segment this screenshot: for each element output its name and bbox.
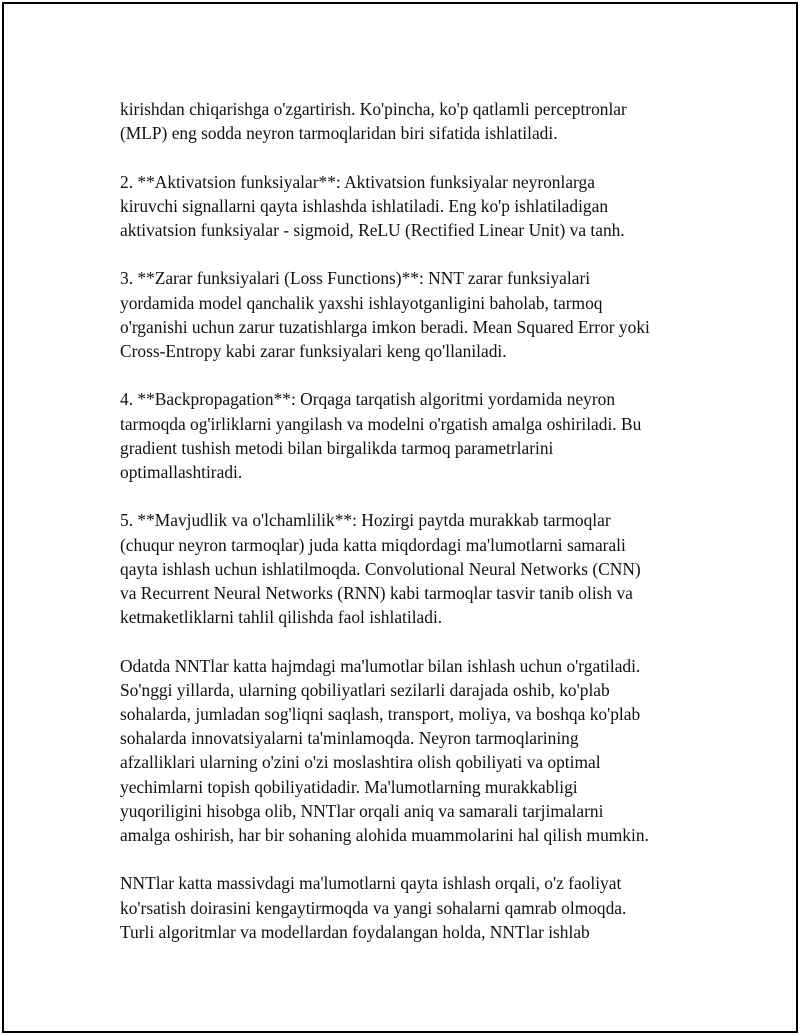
paragraph-mlp-intro: kirishdan chiqarishga o'zgartirish. Ko'pincha, ko'p qatlamli perceptronlar (MLP) eng sodda neyron tarmoqlaridan biri sifatida ishlatiladi.: [120, 99, 627, 144]
paragraph-backpropagation: 4. **Backpropagation**: Orqaga tarqatish algoritmi yordamida neyron tarmoqda og'irliklarni yangilash va modelni o'rgatish amalga oshiriladi. Bu gradient tushish metodi bilan birgalikda tarmoq parametrlarini optimallashtiradi.: [120, 389, 642, 482]
paragraph-loss-functions: 3. **Zarar funksiyalari (Loss Functions)**: NNT zarar funksiyalari yordamida model qanchalik yaxshi ishlayotganligini baholab, tarmoq o'rganishi uchun zarur tuzatishlarga imkon beradi. Mean Squared Error yoki Cross-Entropy kabi zarar funksiyalari keng qo'llaniladi.: [120, 268, 650, 361]
paragraph-activation-functions: 2. **Aktivatsion funksiyalar**: Aktivatsion funksiyalar neyronlarga kiruvchi signallarni qayta ishlashda ishlatiladi. Eng ko'p ishlatiladigan aktivatsion funksiyalar - sigmoid, ReLU (Rectified Linear Unit) va tanh.: [120, 171, 625, 240]
paragraph-applications: Odatda NNTlar katta hajmdagi ma'lumotlar bilan ishlash uchun o'rgatiladi. So'nggi yillarda, ularning qobiliyatlari sezilarli darajada oshib, ko'plab sohalarda, jumladan sog'liqni saqlash, transport, moliya, va boshqa ko'plab sohalarda innovatsiyalarni ta'minlamoqda. Neyron tarmoqlarining afzalliklari ularning o'zini o'zi moslashtira olish qobiliyati va optimal yechimlarni topish qobiliyatidadir. Ma'lumotlarning murakkabligi yuqoriligini hisobga olib, NNTlar orqali aniq va samarali tarjimalarni amalga oshirish, har bir sohaning alohida muammolarini hal qilish mumkin.: [120, 655, 649, 846]
paragraph-scalability: 5. **Mavjudlik va o'lchamlilik**: Hozirgi paytda murakkab tarmoqlar (chuqur neyron tarmoqlar) juda katta miqdordagi ma'lumotlarni samarali qayta ishlash uchun ishlatilmoqda. Convolutional Neural Networks (CNN) va Recurrent Neural Networks (RNN) kabi tarmoqlar tasvir tanib olish va ketmaketliklarni tahlil qilishda faol ishlatiladi.: [120, 510, 641, 628]
document-body: [120, 97, 710, 968]
page-frame: [2, 2, 798, 1033]
paragraph-expansion: NNTlar katta massivdagi ma'lumotlarni qayta ishlash orqali, o'z faoliyat ko'rsatish doirasini kengaytirmoqda va yangi sohalarni qamrab olmoqda. Turli algoritmlar va modellardan foydalangan holda, NNTlar ishlab: [120, 873, 627, 942]
